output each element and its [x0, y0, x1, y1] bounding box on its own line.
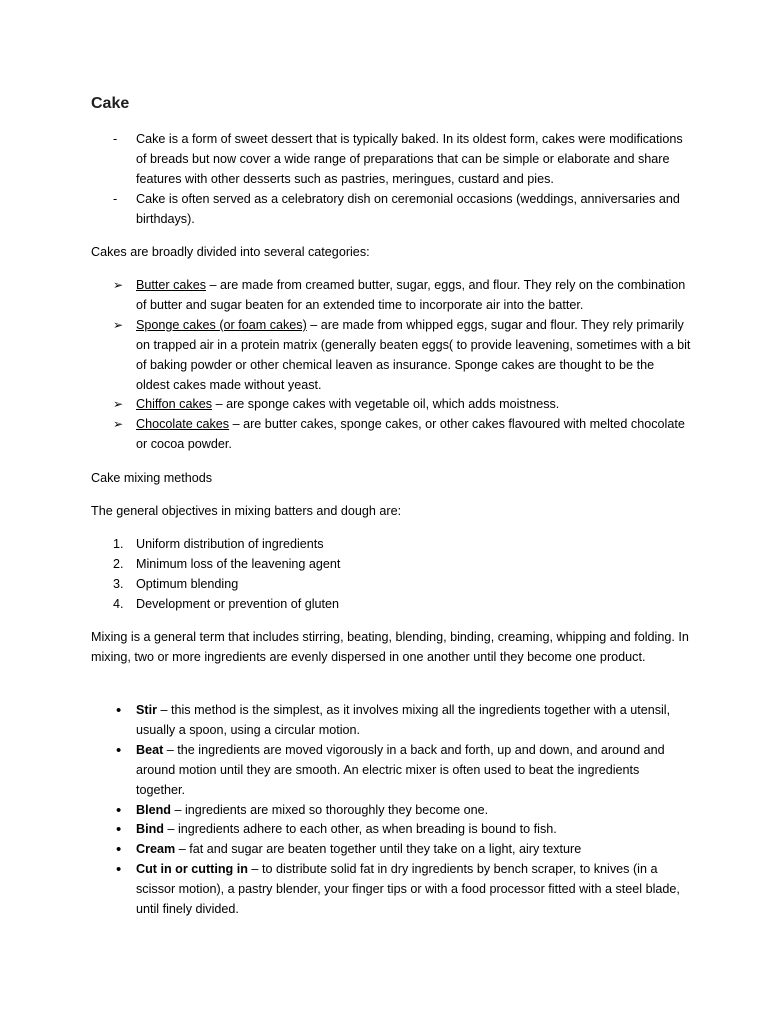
method-term: Cream [136, 842, 176, 857]
list-item [91, 316, 691, 396]
categories-heading: Cakes are broadly divided into several categories: [91, 245, 370, 259]
method-description: – ingredients adhere to each other, as when breading is bound to fish. [163, 822, 557, 837]
list-item-text: Cake is a form of sweet dessert that is typically baked. In its oldest form, cakes were modifications of breads but now cover a wide range of preparations that can be simple or elaborate and share features with other desserts such as pastries, meringues, custard and pies. [136, 132, 683, 186]
bullet-dot-icon: • [116, 702, 122, 719]
dash-marker: - [113, 191, 118, 206]
method-term: Stir [136, 703, 157, 717]
list-item-text: Uniform distribution of ingredients [136, 537, 324, 551]
bullet-dot-icon: • [116, 801, 122, 819]
list-item [91, 801, 691, 821]
list-item-text: Development or prevention of gluten [136, 596, 340, 611]
bullet-dot-icon: • [116, 741, 122, 759]
list-item [91, 535, 691, 555]
method-description: – to distribute solid fat in dry ingredients by bench scraper, to knives (in a scissor motion), a pastry blender, your finger tips or with a food processor fitted with a steel blade, until finely divided. [136, 862, 680, 917]
page-title: Cake [91, 95, 130, 112]
category-description: – are made from creamed butter, sugar, eggs, and flour. They rely on the combination of butter and sugar beaten for an extended time to incorporate air into the batter. [136, 278, 686, 312]
list-item [91, 395, 691, 415]
bullet-dot-icon: • [116, 861, 122, 879]
category-description: – are butter cakes, sponge cakes, or other cakes flavoured with melted chocolate or cocoa powder. [136, 417, 685, 452]
method-description: – ingredients are mixed so thoroughly they become one. [170, 802, 489, 817]
methods-list [91, 701, 691, 920]
mixing-methods-heading: Cake mixing methods [91, 471, 213, 485]
list-item-text: Cake is often served as a celebratory dish on ceremonial occasions (weddings, anniversaries and birthdays). [136, 191, 680, 226]
category-term: Sponge cakes (or foam cakes) [136, 317, 307, 332]
method-description: – fat and sugar are beaten together until they take on a light, airy texture [175, 842, 582, 857]
list-item-text: Minimum loss of the leavening agent [136, 556, 341, 571]
bullet-dot-icon: • [116, 821, 122, 839]
category-description: – are made from whipped eggs, sugar and flour. They rely primarily on trapped air in a protein matrix (generally beaten eggs( to provide leavening, sometimes with a bit of baking powder or other chemical leaven as insurance. Sponge cakes are thought to be the oldest cakes made without yeast. [136, 317, 691, 392]
number-marker: 1. [113, 537, 124, 551]
list-item [91, 741, 691, 801]
category-term: Chiffon cakes [136, 397, 213, 412]
method-term: Bind [136, 822, 164, 837]
method-term: Blend [136, 802, 171, 817]
intro-list [91, 130, 691, 230]
categories-list [91, 276, 691, 455]
arrow-bullet-icon: ➢ [113, 397, 124, 412]
objectives-heading: The general objectives in mixing batters and dough are: [91, 504, 402, 518]
list-item [91, 276, 691, 316]
arrow-bullet-icon: ➢ [113, 417, 124, 432]
list-item [91, 575, 691, 595]
number-marker: 3. [113, 576, 124, 591]
method-description: – the ingredients are moved vigorously in a back and forth, up and down, and around and around motion until they are smooth. An electric mixer is often used to beat the ingredients together. [136, 742, 665, 797]
dash-marker: - [113, 132, 118, 146]
number-marker: 4. [113, 596, 124, 611]
bullet-dot-icon: • [116, 841, 122, 859]
mixing-paragraph: Mixing is a general term that includes stirring, beating, blending, binding, creaming, whipping and folding. In mixing, two or more ingredients are evenly dispersed in one another until they become one product. [91, 630, 689, 664]
list-item [91, 860, 691, 920]
list-item [91, 130, 691, 190]
category-term: Chocolate cakes [136, 417, 230, 432]
objectives-list [91, 535, 691, 615]
category-term: Butter cakes [136, 278, 206, 292]
list-item-text: Optimum blending [136, 576, 239, 591]
list-item [91, 190, 691, 230]
list-item [91, 555, 691, 575]
arrow-bullet-icon: ➢ [113, 278, 124, 292]
list-item [91, 820, 691, 840]
arrow-bullet-icon: ➢ [113, 317, 124, 332]
list-item [91, 840, 691, 860]
list-item [91, 701, 691, 741]
list-item [91, 415, 691, 455]
number-marker: 2. [113, 556, 124, 571]
list-item [91, 595, 691, 615]
method-description: – this method is the simplest, as it involves mixing all the ingredients together with a utensil, usually a spoon, using a circular motion. [136, 703, 671, 737]
category-description: – are sponge cakes with vegetable oil, which adds moistness. [212, 397, 560, 412]
method-term: Cut in or cutting in [136, 862, 248, 877]
method-term: Beat [136, 742, 164, 757]
